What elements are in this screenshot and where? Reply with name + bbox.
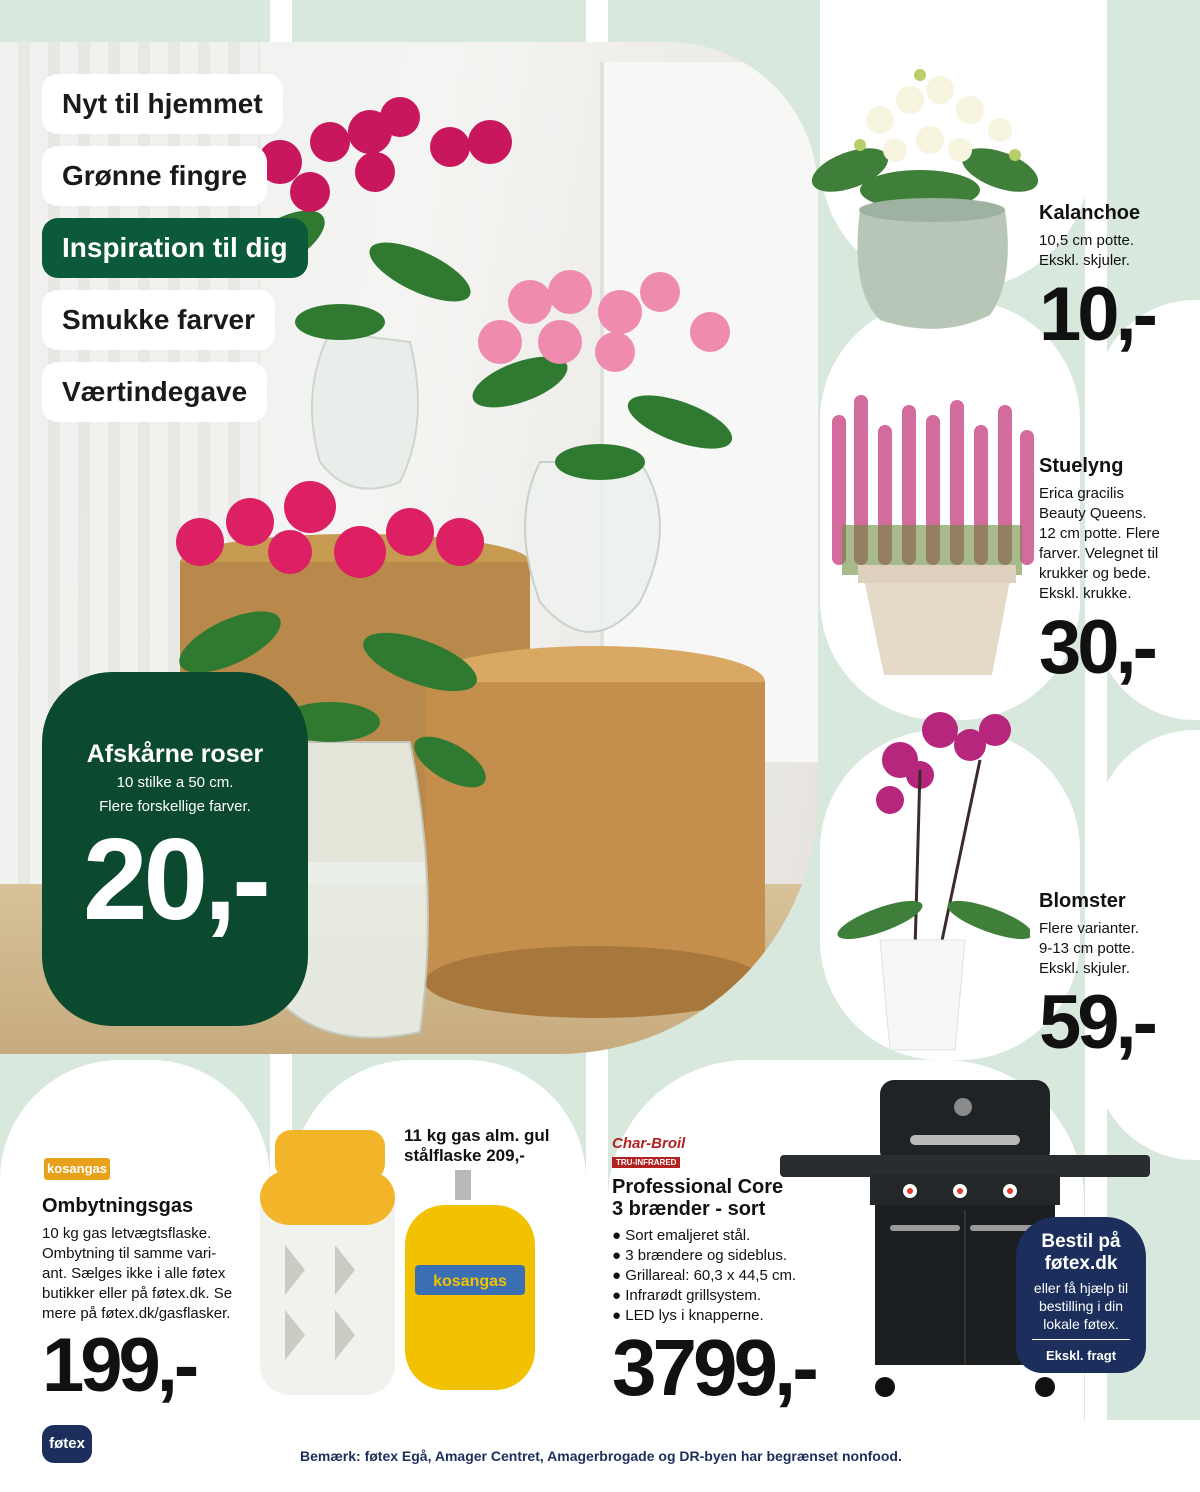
order-heading-1: Bestil på	[1041, 1231, 1121, 1252]
blomster-desc-2: 9-13 cm potte.	[1039, 940, 1135, 957]
order-online-badge[interactable]	[1016, 1217, 1146, 1373]
stuelyng-desc-6: Ekskl. krukke.	[1039, 585, 1132, 602]
grill-bullet-1: ● Sort emaljeret stål.	[612, 1227, 751, 1244]
order-sub-2: bestilling i din	[1038, 1298, 1124, 1314]
gas-product	[42, 1195, 272, 1408]
roses-price: 20,-	[83, 814, 267, 944]
grill-price: 3799,-	[612, 1323, 815, 1412]
order-heading-2: føtex.dk	[1044, 1253, 1118, 1274]
grill-bullet-3: ● Grillareal: 60,3 x 44,5 cm.	[612, 1267, 797, 1284]
kalanchoe-price: 10,-	[1039, 272, 1154, 357]
chip-vaertindegave[interactable]: Værtindegave	[42, 362, 267, 422]
gas-name: Ombytningsgas	[42, 1195, 194, 1217]
gas-desc-4: butikker eller på føtex.dk. Se	[42, 1285, 233, 1302]
order-footer: Ekskl. fragt	[1032, 1339, 1130, 1363]
gas-desc-5: mere på føtex.dk/gasflasker.	[42, 1305, 231, 1322]
blomster-product	[1039, 890, 1154, 1065]
nav-chip-list	[42, 74, 308, 434]
kalanchoe-image	[800, 60, 1040, 340]
grill-bullet-5: ● LED lys i knapperne.	[612, 1307, 764, 1324]
chip-gronne-fingre[interactable]: Grønne fingre	[42, 146, 267, 206]
roses-desc-1: 10 stilke a 50 cm.	[116, 774, 234, 791]
grill-name-2: 3 brænder - sort	[612, 1198, 766, 1220]
stuelyng-desc-4: farver. Velegnet til	[1039, 545, 1159, 562]
footer-note: Bemærk: føtex Egå, Amager Centret, Amagerbrogade og DR-byen har begrænset nonfood.	[300, 1448, 902, 1464]
gas-desc-2: Ombytning til samme vari-	[42, 1245, 217, 1262]
stuelyng-desc-1: Erica gracilis	[1039, 485, 1125, 502]
stuelyng-image	[822, 385, 1052, 685]
kalanchoe-desc-2: Ekskl. skjuler.	[1039, 252, 1130, 269]
kalanchoe-desc-1: 10,5 cm potte.	[1039, 232, 1135, 249]
gas-desc-1: 10 kg gas letvægtsflaske.	[42, 1225, 212, 1242]
gas-price: 199,-	[42, 1323, 196, 1408]
chip-smukke-farver[interactable]: Smukke farver	[42, 290, 275, 350]
blomster-desc-3: Ekskl. skjuler.	[1039, 960, 1130, 977]
order-sub-3: lokale føtex.	[1043, 1316, 1119, 1332]
order-sub-1: eller få hjælp til	[1033, 1280, 1129, 1296]
stuelyng-product	[1039, 455, 1160, 690]
gas-bottles-image	[255, 1125, 545, 1405]
gas-callout-line1: 11 kg gas alm. gul	[404, 1126, 550, 1145]
stuelyng-desc-3: 12 cm potte. Flere	[1039, 525, 1160, 542]
stuelyng-name: Stuelyng	[1039, 455, 1124, 477]
roses-price-badge	[42, 672, 308, 1026]
stuelyng-price: 30,-	[1039, 605, 1154, 690]
gas-callout-line2: stålflaske 209,-	[404, 1146, 525, 1165]
grill-name-1: Professional Core	[612, 1176, 784, 1198]
kosangas-logo: kosangas	[44, 1158, 110, 1180]
gas-desc-3: ant. Sælges ikke i alle føtex	[42, 1265, 226, 1282]
grill-brand-sub: TRU-INFRARED	[612, 1157, 680, 1168]
chip-nyt-til-hjemmet[interactable]: Nyt til hjemmet	[42, 74, 283, 134]
kalanchoe-name: Kalanchoe	[1039, 202, 1141, 224]
stuelyng-desc-2: Beauty Queens.	[1039, 505, 1147, 522]
grill-brand-logo: Char-Broil	[612, 1135, 686, 1152]
grill-bullet-2: ● 3 brændere og sideblus.	[612, 1247, 788, 1264]
grill-bullet-4: ● Infrarødt grillsystem.	[612, 1287, 762, 1304]
blomster-desc-1: Flere varianter.	[1039, 920, 1140, 937]
bottle-label: kosangas	[433, 1273, 507, 1290]
fotex-logo[interactable]: føtex	[42, 1425, 92, 1463]
chip-inspiration-til-dig[interactable]: Inspiration til dig	[42, 218, 308, 278]
orchid-image	[830, 700, 1030, 1060]
roses-title: Afskårne roser	[86, 740, 264, 768]
kalanchoe-product	[1039, 202, 1154, 357]
stuelyng-desc-5: krukker og bede.	[1039, 565, 1151, 582]
blomster-price: 59,-	[1039, 980, 1154, 1065]
roses-desc-2: Flere forskellige farver.	[99, 798, 251, 815]
blomster-name: Blomster	[1039, 890, 1126, 912]
